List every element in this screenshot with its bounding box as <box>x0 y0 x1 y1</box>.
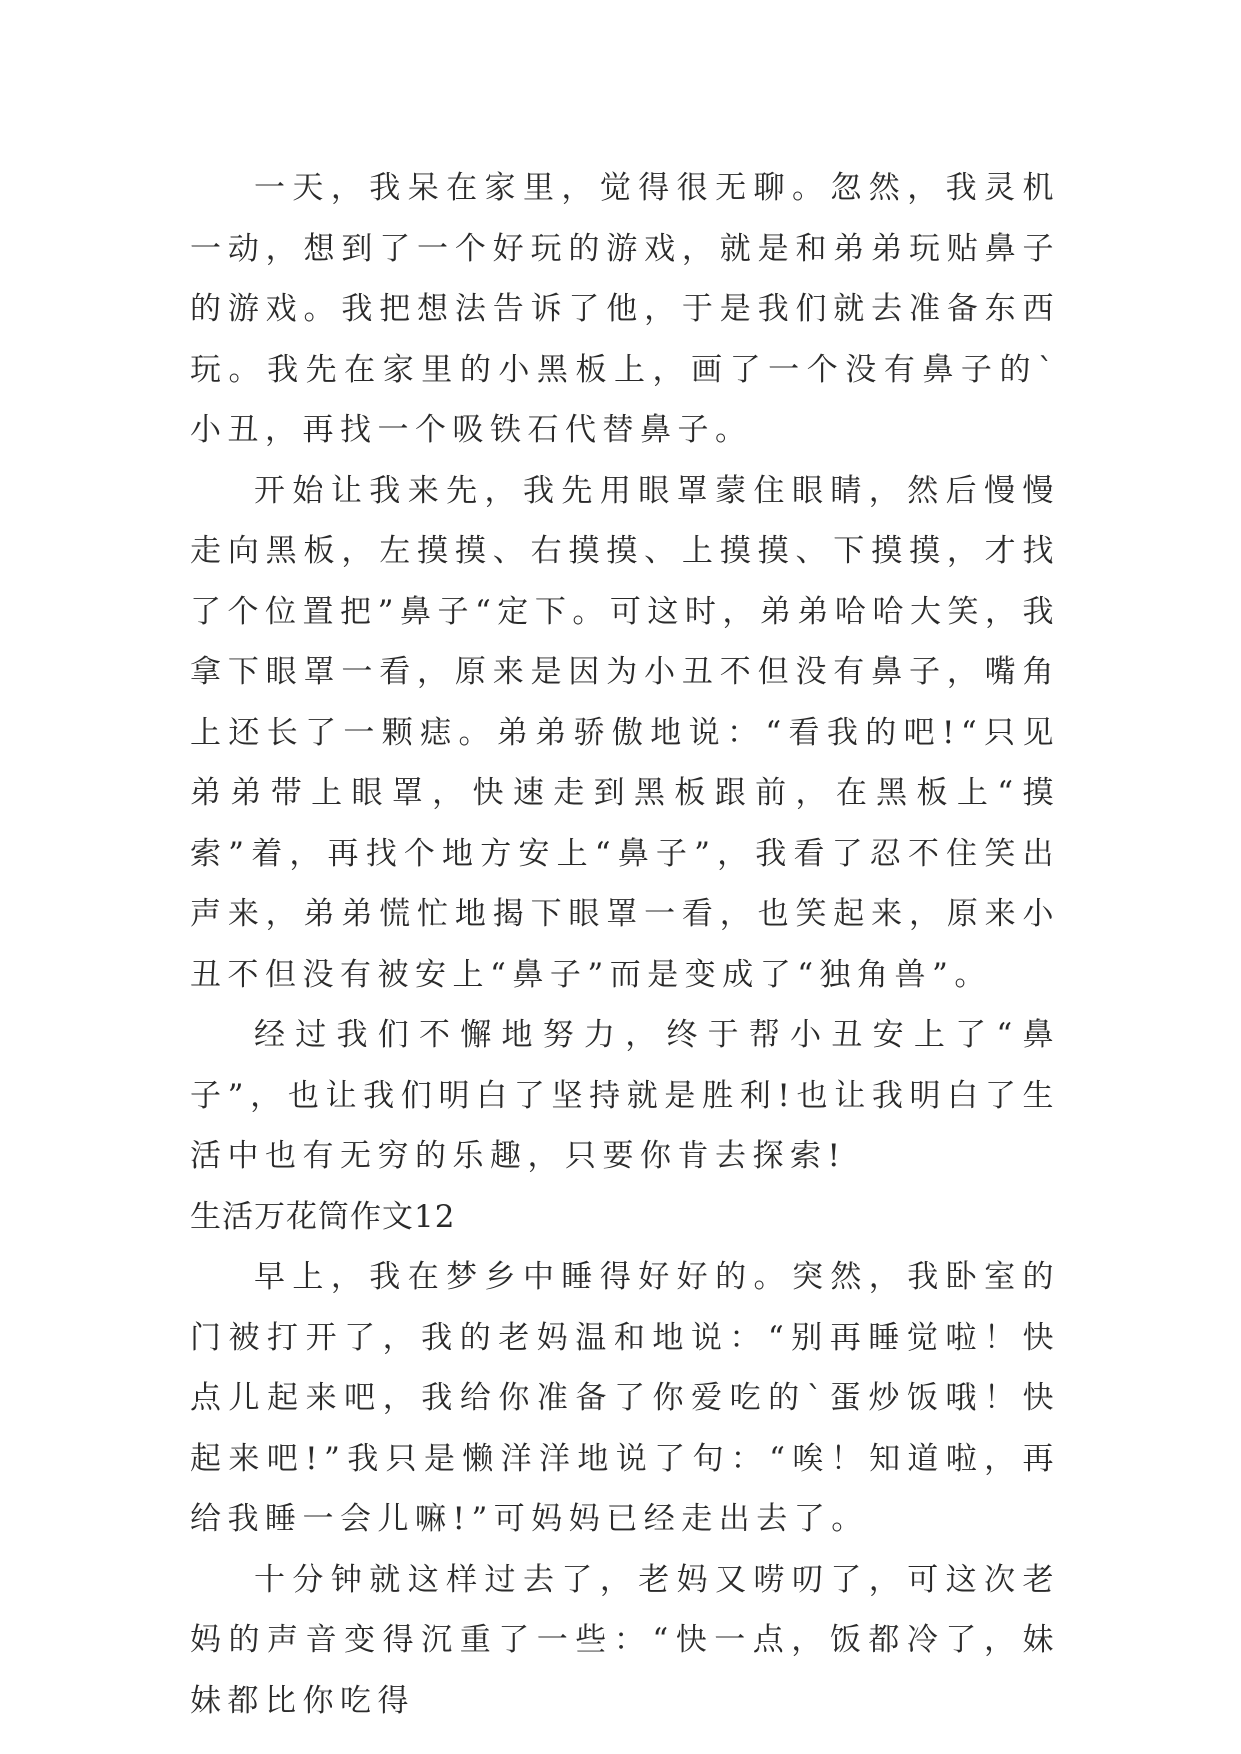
paragraph-4: 早上，我在梦乡中睡得好好的。突然，我卧室的门被打开了，我的老妈温和地说：“别再睡觉啦！快点儿起来吧，我给你准备了你爱吃的`蛋炒饭哦！快起来吧!”我只是懒洋洋地说了句：“唉！知道啦，再给我睡一会儿嘛!”可妈妈已经走出去了。 <box>190 1259 1060 1537</box>
section-heading: 生活万花筒作文12 <box>190 1198 456 1235</box>
paragraph-1: 一天，我呆在家里，觉得很无聊。忽然，我灵机一动，想到了一个好玩的游戏，就是和弟弟玩贴鼻子的游戏。我把想法告诉了他，于是我们就去准备东西玩。我先在家里的小黑板上，画了一个没有鼻子的`小丑，再找一个吸铁石代替鼻子。 <box>190 170 1060 448</box>
paragraph-5: 十分钟就这样过去了，老妈又唠叨了，可这次老妈的声音变得沉重了一些：“快一点，饭都冷了，妹妹都比你吃得 <box>190 1561 1060 1719</box>
paragraph-2: 开始让我来先，我先用眼罩蒙住眼睛，然后慢慢走向黑板，左摸摸、右摸摸、上摸摸、下摸摸，才找了个位置把”鼻子“定下。可这时，弟弟哈哈大笑，我拿下眼罩一看，原来是因为小丑不但没有鼻子，嘴角上还长了一颗痣。弟弟骄傲地说：“看我的吧!“只见弟弟带上眼罩，快速走到黑板跟前，在黑板上“摸索”着，再找个地方安上“鼻子”，我看了忍不住笑出声来，弟弟慌忙地揭下眼罩一看，也笑起来，原来小丑不但没有被安上“鼻子”而是变成了“独角兽”。 <box>190 472 1060 993</box>
paragraph-3: 经过我们不懈地努力，终于帮小丑安上了“鼻子”，也让我们明白了坚持就是胜利!也让我明白了生活中也有无穷的乐趣，只要你肯去探索! <box>190 1017 1060 1174</box>
document-page <box>190 158 1060 1731</box>
